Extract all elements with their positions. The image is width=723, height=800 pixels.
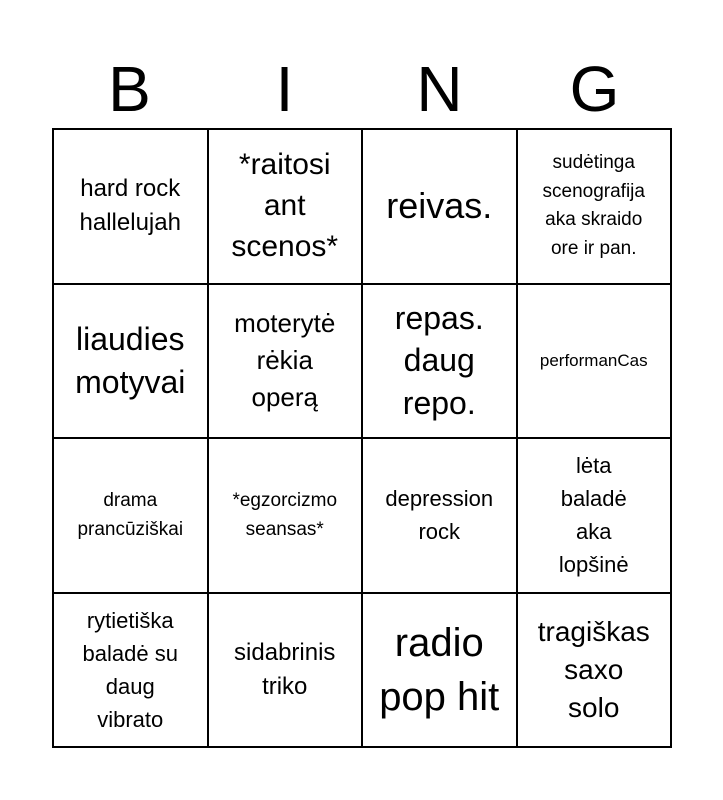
cell-text: *egzorcizmo seansas* — [232, 489, 338, 541]
cell-text: rytietiška baladė su daug vibrato — [82, 607, 178, 732]
bingo-cell[interactable] — [518, 285, 673, 440]
bingo-cell[interactable] — [209, 439, 364, 594]
cell-text: liaudies motyvai — [75, 321, 186, 400]
bingo-cell[interactable] — [209, 594, 364, 749]
cell-text: tragiškas saxo solo — [537, 616, 650, 723]
bingo-grid — [52, 128, 672, 748]
header-letter-i: I — [275, 53, 294, 125]
cell-text: radio pop hit — [379, 620, 500, 719]
cell-text: hard rock hallelujah — [79, 175, 181, 237]
bingo-cell[interactable] — [518, 130, 673, 285]
bingo-cell[interactable] — [209, 285, 364, 440]
bingo-cell[interactable] — [54, 285, 209, 440]
bingo-cell[interactable] — [54, 130, 209, 285]
cell-text: sudėtinga scenografija aka skraido ore ir pan. — [542, 152, 645, 259]
cell-text: *raitosi ant scenos* — [231, 148, 339, 263]
cell-text: depression rock — [385, 486, 494, 545]
bingo-cell[interactable] — [363, 285, 518, 440]
cell-text: lėta baladė aka lopšinė — [558, 453, 629, 578]
bingo-cell[interactable] — [363, 130, 518, 285]
bingo-cell[interactable] — [363, 439, 518, 594]
header-letter-b: B — [108, 53, 151, 125]
cell-text: sidabrinis triko — [234, 638, 336, 700]
bingo-header — [52, 50, 672, 128]
bingo-cell[interactable] — [54, 594, 209, 749]
bingo-cell[interactable] — [363, 594, 518, 749]
bingo-cell[interactable] — [54, 439, 209, 594]
bingo-cell[interactable] — [518, 594, 673, 749]
cell-text: repas. daug repo. — [394, 299, 484, 422]
bingo-cell[interactable] — [209, 130, 364, 285]
header-letter-n: N — [416, 53, 463, 125]
bingo-cell[interactable] — [518, 439, 673, 594]
header-letter-g: G — [569, 53, 620, 125]
cell-text: moterytė rėkia operą — [234, 308, 336, 413]
cell-text: performanCas — [539, 350, 648, 370]
cell-text: reivas. — [386, 185, 493, 227]
cell-text: drama prancūziškai — [77, 489, 184, 541]
